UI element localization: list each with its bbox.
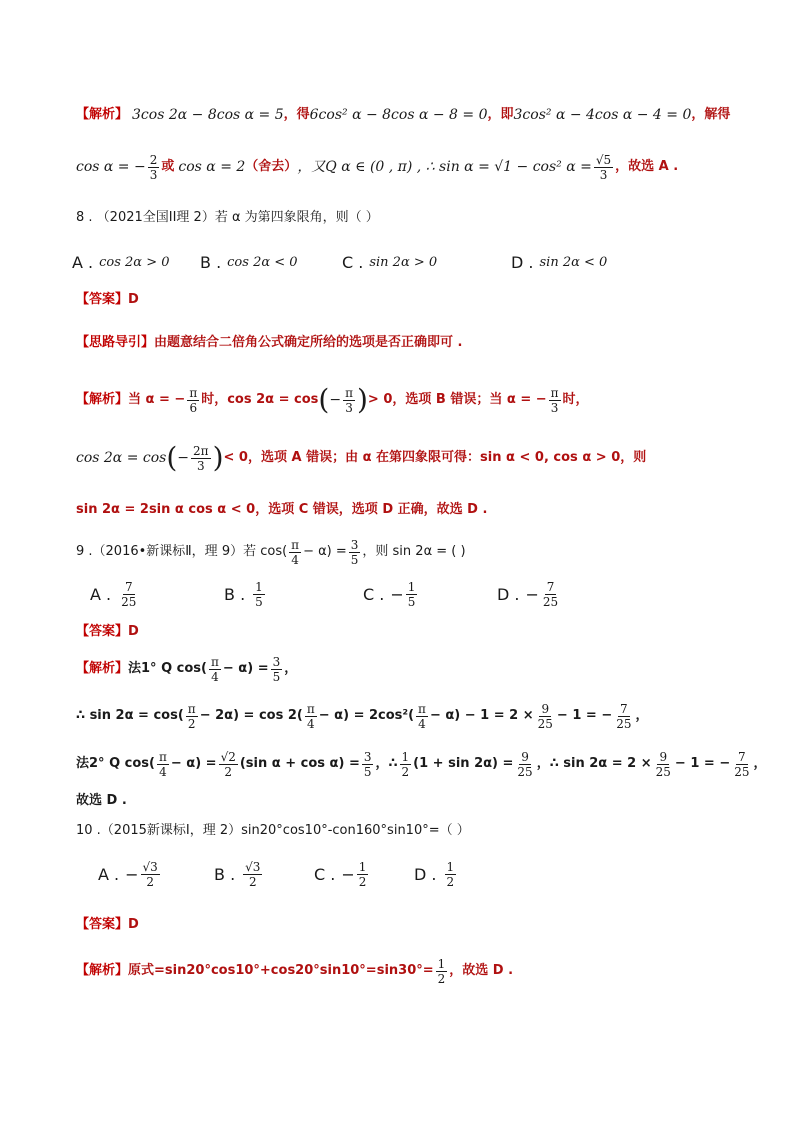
- stem-text: 9 .（2016•新课标Ⅱ，理 9）若 cos(: [76, 544, 288, 559]
- q10-answer: [76, 916, 754, 934]
- option-label: D .: [497, 585, 520, 604]
- text: − α) = 2cos²(: [318, 708, 415, 723]
- equation: 6cos² α − 8cos α − 8 = 0: [309, 107, 488, 123]
- fraction: $\frac{3}{5}$: [272, 654, 281, 684]
- answer-tag: 【答案】: [76, 917, 129, 932]
- question-stem: 10 .（2015新课标I，理 2）sin20°cos10°-con160°sin10°=（ ）: [76, 823, 470, 838]
- fraction: $\frac{\pi}{3}$: [550, 385, 559, 415]
- fraction: $\frac{\pi}{4}$: [158, 749, 167, 779]
- text: ，故选 A .: [615, 159, 679, 174]
- text: (1 + sin 2α) =: [413, 756, 514, 771]
- option-text: sin 2α > 0: [369, 255, 438, 270]
- fraction: $\frac{1}{2}$: [358, 860, 367, 889]
- option-label: C .: [363, 585, 385, 604]
- fraction: $\frac{√3}{2}$: [245, 860, 261, 889]
- text: 或: [161, 159, 175, 174]
- q9-method-1: [76, 653, 754, 685]
- q10-option-c: [314, 860, 370, 889]
- fraction: $\frac{√2}{2}$: [220, 749, 236, 779]
- q8-analysis-line-3: [76, 501, 754, 519]
- q9-option-a: [90, 580, 140, 609]
- option-label: B .: [214, 865, 236, 884]
- question-stem: 8 . （2021全国II理 2）若 α 为第四象限角，则（ ）: [76, 210, 379, 225]
- analysis-tag: 【解析】: [76, 963, 129, 978]
- q8-answer: [76, 291, 754, 309]
- text: − 1 = −: [556, 708, 613, 723]
- fraction: $\frac{7}{25}$: [121, 580, 137, 609]
- option-text: sin 2α < 0: [539, 255, 608, 270]
- q8-option-a: [72, 253, 170, 272]
- fraction: $\frac{2}{3}$: [149, 152, 158, 182]
- option-label: A .: [90, 585, 112, 604]
- q10-stem: [76, 822, 754, 840]
- q8-stem: [76, 209, 754, 227]
- q9-derivation: [76, 700, 754, 732]
- fraction: $\frac{\pi}{4}$: [210, 654, 219, 684]
- q10-option-a: [98, 860, 162, 889]
- fraction: $\frac{1}{5}$: [255, 580, 263, 609]
- option-text: cos 2α < 0: [227, 255, 298, 270]
- q8-hint: [76, 334, 754, 352]
- q8-analysis-line-1: 【解析】 当 α = − $\frac{\pi}{6}$ 时，cos 2α = cos ( − $\frac{\pi}{3}$ ) > 0，选项 B 错误；当 α = − $\frac{\pi}{3}$ 时，: [76, 383, 589, 416]
- text: ，: [753, 756, 767, 771]
- q9-stem: [76, 536, 754, 568]
- q10-analysis: [76, 955, 754, 987]
- analysis-text: 原式=sin20°cos10°+cos20°sin10°=sin30°=: [128, 963, 434, 978]
- analysis-tag: 【解析】: [76, 661, 129, 676]
- answer-tag: 【答案】: [76, 624, 129, 639]
- text: 法1° Q cos(: [128, 661, 207, 676]
- text: （舍去）: [245, 159, 298, 174]
- q8-option-b: [200, 253, 298, 272]
- equation: cos α = −: [76, 159, 146, 175]
- fraction: $\frac{\pi}{4}$: [306, 701, 315, 731]
- answer-tag: 【答案】: [76, 292, 129, 307]
- fraction: $\frac{7}{25}$: [616, 701, 632, 731]
- paren: (: [318, 383, 330, 416]
- fraction: $\frac{√5}{3}$: [595, 152, 612, 182]
- equation: 3cos 2α − 8cos α = 5: [132, 107, 284, 123]
- q10-option-b: [214, 860, 264, 889]
- text: − 1 = −: [674, 756, 731, 771]
- q8-analysis-line-2: cos 2α = cos ( − $\frac{2\pi}{3}$ ) < 0，选项 A 错误；由 α 在第四象限可得：sin α < 0, cos α > 0，则: [76, 441, 647, 474]
- text: ，∴ sin 2α = 2 ×: [536, 756, 652, 771]
- fraction: $\frac{\pi}{4}$: [291, 537, 300, 567]
- option-label: D .: [511, 253, 534, 272]
- option-label: C .: [314, 865, 336, 884]
- fraction: $\frac{\pi}{2}$: [187, 701, 196, 731]
- stem-text: ，则 sin 2α = ( ): [362, 544, 466, 559]
- fraction: $\frac{7}{25}$: [542, 580, 559, 609]
- stem-text: − α) =: [303, 544, 347, 559]
- text: − 2α) = cos 2(: [199, 708, 303, 723]
- fraction: $\frac{\pi}{6}$: [189, 385, 198, 415]
- text: ，解得: [691, 107, 731, 122]
- analysis-tag: 【解析】: [76, 107, 129, 122]
- equation: cos α = 2: [178, 159, 246, 175]
- option-sign: −: [341, 865, 355, 884]
- option-label: D .: [414, 865, 437, 884]
- fraction: $\frac{3}{5}$: [350, 537, 359, 567]
- answer-value: D: [128, 917, 139, 932]
- text: ，: [635, 708, 649, 723]
- text: ，得: [283, 107, 310, 122]
- q8-option-c: [342, 253, 437, 272]
- fraction: $\frac{1}{2}$: [446, 860, 455, 889]
- q10-option-d: [414, 860, 458, 889]
- equation: sin 2α = 2sin α cos α < 0，选项 C 错误，选项 D 正确，故选 D .: [76, 502, 488, 517]
- q7-analysis-line-1: [76, 106, 754, 124]
- fraction: $\frac{9}{25}$: [537, 701, 553, 731]
- text: ，即: [487, 107, 514, 122]
- analysis-text: ，故选 D .: [449, 963, 514, 978]
- conclusion-text: 故选 D .: [76, 793, 127, 808]
- fraction: $\frac{\pi}{3}$: [345, 385, 353, 415]
- equation: > 0，选项 B 错误；当 α = −: [367, 392, 547, 407]
- equation: cos 2α = cos: [76, 450, 167, 466]
- fraction: $\frac{√3}{2}$: [142, 860, 158, 889]
- fraction: $\frac{9}{25}$: [517, 749, 533, 779]
- equation: < 0，选项 A 错误；由 α 在第四象限可得：sin α < 0, cos α > 0，则: [223, 450, 647, 465]
- hint-text: 由题意结合二倍角公式确定所给的选项是否正确即可 .: [154, 335, 463, 350]
- fraction: $\frac{1}{5}$: [407, 580, 416, 609]
- analysis-tag: 【解析】: [76, 392, 129, 407]
- q9-method-2: [76, 748, 767, 780]
- q9-option-b: [224, 580, 267, 609]
- paren: ): [212, 441, 224, 474]
- option-label: A .: [72, 253, 94, 272]
- option-label: B .: [200, 253, 222, 272]
- q9-conclusion: [76, 792, 754, 810]
- fraction: $\frac{\pi}{4}$: [418, 701, 426, 731]
- fraction: $\frac{2\pi}{3}$: [193, 443, 209, 473]
- text: ，: [284, 661, 298, 676]
- fraction: $\frac{9}{25}$: [655, 749, 671, 779]
- option-label: B .: [224, 585, 246, 604]
- equation: 当 α = −: [128, 392, 186, 407]
- paren: (: [166, 441, 178, 474]
- paren: ): [356, 383, 368, 416]
- option-label: C .: [342, 253, 364, 272]
- q9-answer: [76, 623, 754, 641]
- option-sign: −: [390, 585, 404, 604]
- option-sign: −: [125, 865, 139, 884]
- option-sign: −: [525, 585, 539, 604]
- fraction: $\frac{3}{5}$: [363, 749, 372, 779]
- hint-tag: 【思路导引】: [76, 335, 155, 350]
- equation: 时，cos 2α = cos: [201, 392, 319, 407]
- equation: 3cos² α − 4cos α − 4 = 0: [513, 107, 692, 123]
- q7-analysis-line-2: [76, 152, 754, 182]
- fraction: $\frac{1}{2}$: [401, 749, 410, 779]
- text: − α) =: [222, 661, 269, 676]
- text: ∴ sin 2α = cos(: [76, 708, 184, 723]
- text: ，∴: [375, 756, 398, 771]
- q9-option-c: [363, 580, 419, 609]
- text: − α) =: [170, 756, 217, 771]
- q9-option-d: [497, 580, 562, 609]
- text: − α) − 1 = 2 ×: [429, 708, 534, 723]
- fraction: $\frac{7}{25}$: [734, 749, 750, 779]
- q8-option-d: [511, 253, 607, 272]
- equation: ，又Q α ∈ (0 , π) , ∴ sin α = √1 − cos² α =: [297, 159, 592, 175]
- text: (sin α + cos α) =: [239, 756, 360, 771]
- fraction: $\frac{1}{2}$: [437, 956, 446, 986]
- text: 法2° Q cos(: [76, 756, 155, 771]
- option-text: cos 2α > 0: [99, 255, 170, 270]
- answer-value: D: [128, 624, 139, 639]
- option-label: A .: [98, 865, 120, 884]
- answer-value: D: [128, 292, 139, 307]
- text: 时，: [562, 392, 589, 407]
